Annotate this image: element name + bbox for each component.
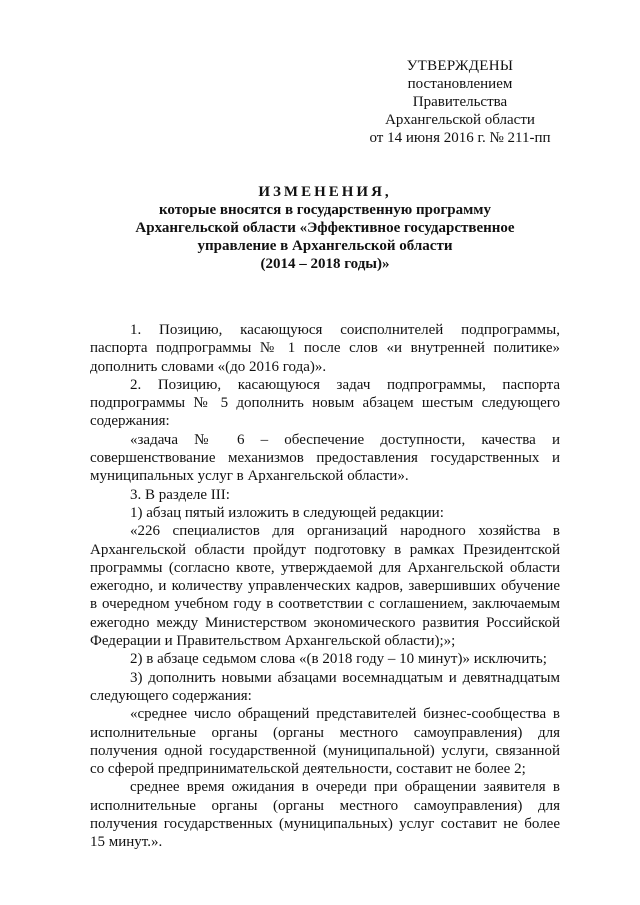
document-body — [90, 321, 560, 852]
paragraph: среднее время ожидания в очереди при обращении заявителя в исполнительные органы (органы местного самоуправления) для получения государственных (муниципальных) услуг составит не более 15 минут.». — [90, 779, 560, 851]
paragraph: 3) дополнить новыми абзацами восемнадцатым и девятнадцатым следующего содержания: — [90, 669, 560, 704]
paragraph: 2) в абзаце седьмом слова «(в 2018 году – 10 минут)» исключить; — [130, 651, 547, 668]
paragraph: 1. Позицию, касающуюся соисполнителей подпрограммы, паспорта подпрограммы № 1 после слов «и внутренней политике» дополнить словами «(до 2016 года)». — [90, 322, 560, 375]
approval-line: постановлением Правительства — [407, 76, 513, 110]
approval-date-line: от 14 июня 2016 г. № 211-пп — [369, 130, 551, 146]
document-title: ИЗМЕНЕНИЯ, — [258, 184, 392, 200]
heading-line: управление в Архангельской области — [197, 238, 453, 254]
approval-block — [360, 57, 560, 147]
paragraph: «226 специалистов для организаций народного хозяйства в Архангельской области пройдут подготовку в рамках Президентской программы (согласно квоте, утверждаемой для Архангельской области ежегодно, и количеству управленческих кадров, завершивших обучение в очередном учебном году в соответствии с соглашением, заключаемым ежегодно между Министерством экономического развития Российской Федерации и Правительством Архангельской области);»; — [90, 523, 560, 650]
approval-title: УТВЕРЖДЕНЫ — [406, 58, 514, 74]
heading-line: (2014 – 2018 годы)» — [260, 256, 390, 272]
paragraph: «среднее число обращений представителей бизнес-сообщества в исполнительные органы (органы местного самоуправления) для получения одной государственной (муниципальной) услуги, связанной со сферой предпринимательской деятельности, составит не более 2; — [90, 706, 560, 778]
paragraph: 2. Позицию, касающуюся задач подпрограммы, паспорта подпрограммы № 5 дополнить новым абзацем шестым следующего содержания: — [90, 376, 560, 430]
paragraph: «задача № 6 – обеспечение доступности, качества и совершенствование механизмов предоставления государственных и муниципальных услуг в Архангельской области». — [90, 431, 560, 485]
paragraph: 3. В разделе III: — [130, 486, 230, 503]
approval-line: Архангельской области — [385, 112, 535, 128]
heading-line: Архангельской области «Эффективное государственное — [135, 220, 515, 236]
document-heading — [90, 183, 560, 273]
heading-line: которые вносятся в государственную программу — [158, 202, 492, 218]
paragraph: 1) абзац пятый изложить в следующей редакции: — [130, 504, 444, 521]
